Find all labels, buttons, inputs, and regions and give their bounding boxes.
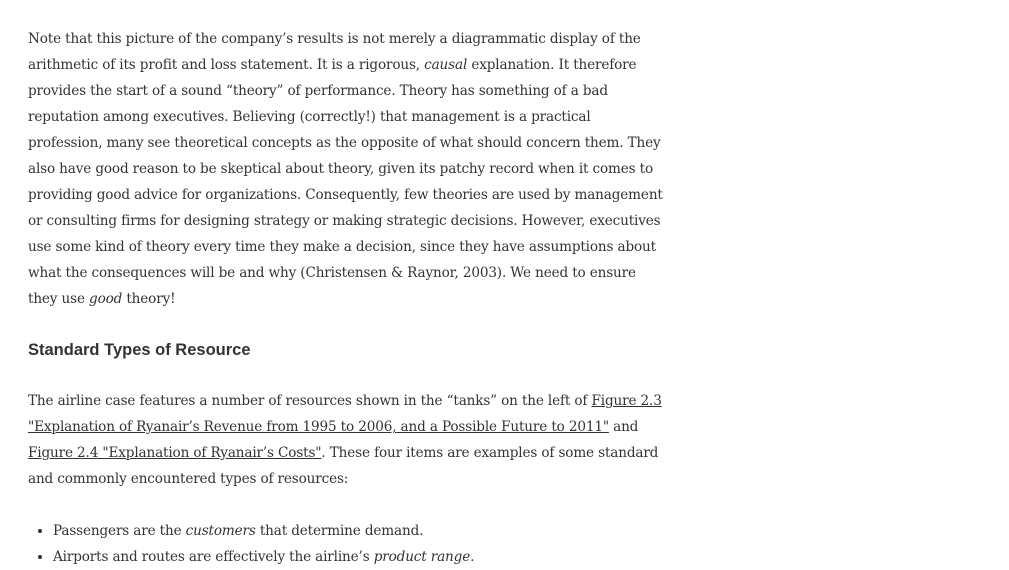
body-paragraph xyxy=(28,26,664,312)
paragraph-text: explanation. It therefore provides the start of a sound “theory” of performance. Theory has something of a bad reputation among executives. Believing (correctly!) that management is a practical profession, many see theoretical concepts as the opposite of what should concern them. They also have good reason to be skeptical about theory, given its patchy record when it comes to providing good advice for organizations. Consequently, few theories are used by management or consulting firms for designing strategy or making strategic decisions. However, executives use some kind of theory every time they make a decision, since they have assumptions about what the consequences will be and why (Christensen & Raynor, 2003). We need to ensure they use xyxy=(28,57,663,307)
paragraph-text: The airline case features a number of resources shown in the “tanks” on the left of xyxy=(28,393,592,409)
section-heading: Standard Types of Resource xyxy=(28,341,251,359)
emphasis-text: causal xyxy=(424,57,468,73)
paragraph-text: and xyxy=(608,419,639,435)
paragraph-text: . These four items are examples of some standard and commonly encountered types of resources: xyxy=(28,445,659,487)
body-paragraph xyxy=(28,388,662,492)
document-body xyxy=(28,26,668,570)
figure-2-4-link[interactable]: Figure 2.4 "Explanation of Ryanair’s Costs" xyxy=(28,445,322,461)
paragraph-text: Note that this picture of the company’s results is not merely a diagrammatic display of the arithmetic of its profit and loss statement. It is a rigorous, xyxy=(28,31,641,73)
emphasis-text: good xyxy=(89,291,123,307)
list-item: • Passengers are the customers that determine demand. xyxy=(53,518,668,544)
paragraph-text: theory! xyxy=(122,291,176,307)
list-item: • Airports and routes are effectively the airline’s product range. xyxy=(53,544,668,570)
figure-2-3-link[interactable]: Figure 2.3 "Explanation of Ryanair’s Revenue from 1995 to 2006, and a Possible Future to 2011" xyxy=(28,393,662,435)
resource-types-list xyxy=(28,518,668,570)
